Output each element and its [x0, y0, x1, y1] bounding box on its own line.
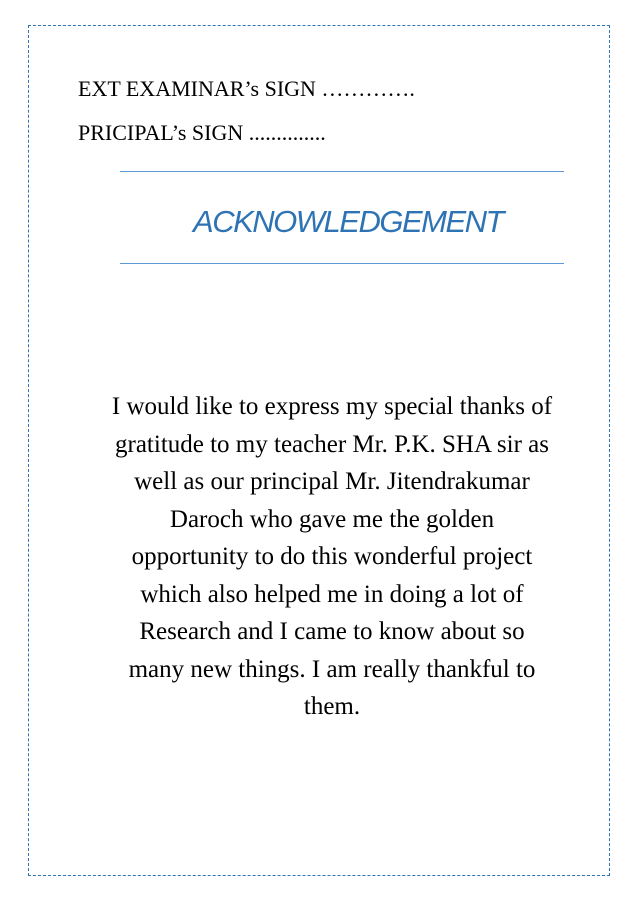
- paragraph-line: Daroch who gave me the golden: [169, 505, 495, 533]
- paragraph-line: I would like to express my special thanks of: [111, 393, 553, 420]
- paragraph-line: opportunity to do this wonderful project: [131, 543, 533, 570]
- paragraph-line: many new things. I am really thankful to: [128, 655, 536, 683]
- acknowledgement-paragraph: [74, 388, 590, 726]
- page-title: ACKNOWLEDGEMENT: [193, 204, 503, 239]
- paragraph-line: gratitude to my teacher Mr. P.K. SHA sir as: [115, 430, 549, 458]
- paragraph-line: which also helped me in doing a lot of: [140, 580, 524, 608]
- paragraph-line: well as our principal Mr. Jitendrakumar: [134, 468, 530, 495]
- heading-bottom-rule: [120, 263, 564, 264]
- principal-signature-line: PRICIPAL’s SIGN ..............: [78, 120, 326, 145]
- paragraph-line: Research and I came to know about so: [139, 618, 525, 645]
- heading-top-rule: [120, 171, 564, 172]
- paragraph-line: them.: [303, 693, 361, 720]
- external-examiner-signature-line: EXT EXAMINAR’s SIGN ………….: [78, 76, 415, 101]
